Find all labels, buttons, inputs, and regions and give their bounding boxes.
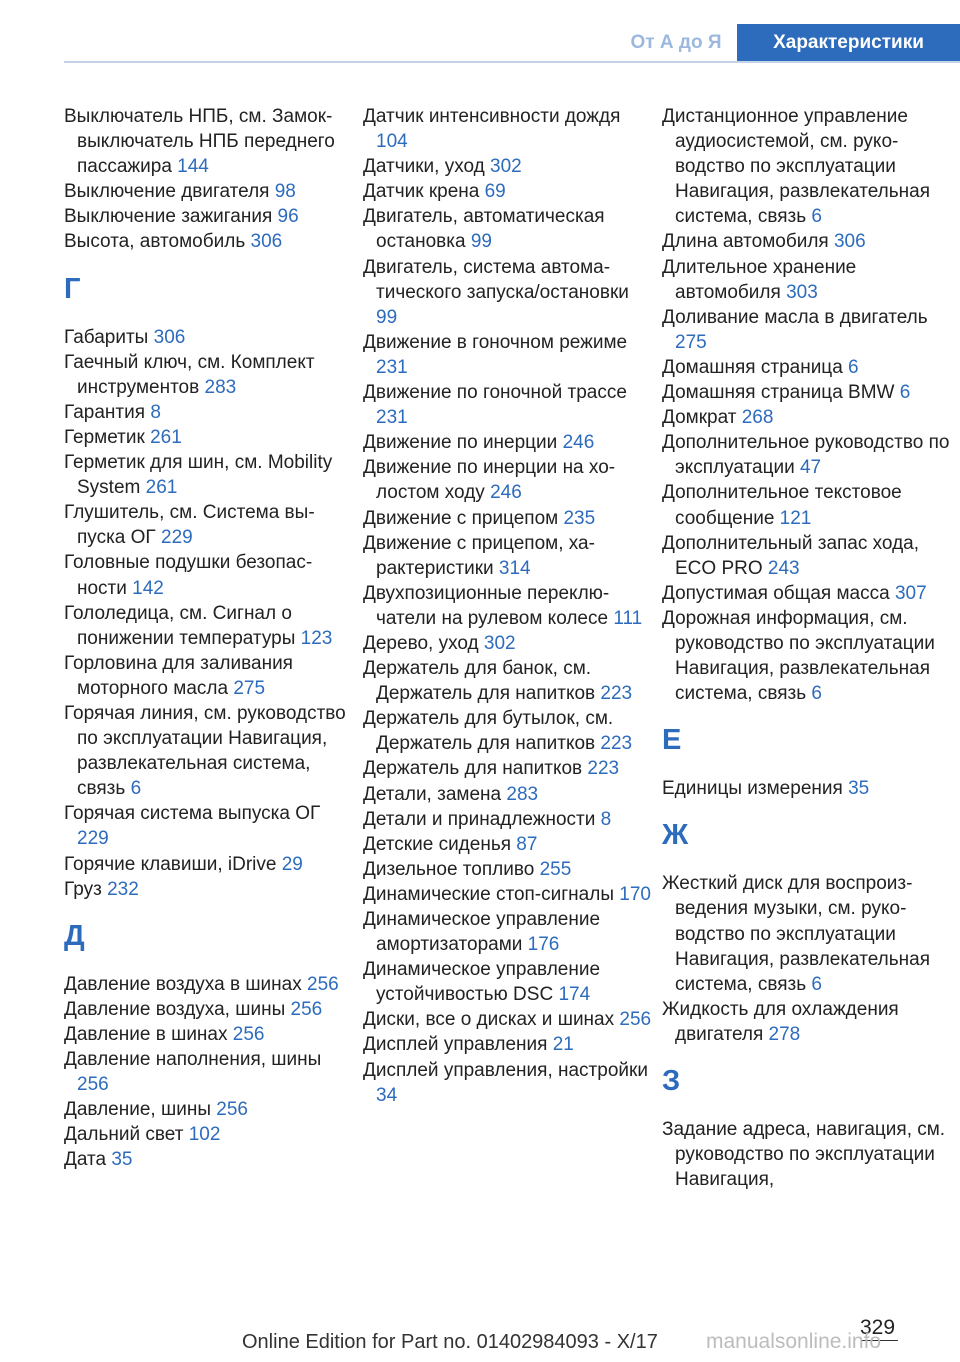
index-entry-text: Детали, замена <box>363 783 507 805</box>
index-entry-text: Гарантия <box>64 401 151 423</box>
index-entry-text: Горячая линия, см. руководство по эксплуатации Навигация, развлекательная система, связь <box>64 702 346 800</box>
index-letter-heading: Ж <box>662 819 689 852</box>
page-link[interactable]: 111 <box>613 607 643 629</box>
index-entry-text: Движение с прицепом, характеристики <box>363 532 595 579</box>
index-entry-text: Давление наполнения, шины <box>64 1049 322 1070</box>
index-column-2 <box>363 104 653 1108</box>
index-entry-text: Детали и принадлежности <box>363 808 601 830</box>
index-entry <box>363 756 653 781</box>
page-link[interactable]: 6 <box>811 683 822 705</box>
index-entry <box>662 380 958 405</box>
index-entry-text: Глушитель, см. Система выпуска ОГ <box>64 502 315 549</box>
index-entry-text: Динамическое управление амортизаторами <box>363 909 601 956</box>
header-chapter-tab[interactable]: Характеристики <box>737 24 960 62</box>
index-entry-text: Высота, автомобиль <box>64 231 251 253</box>
watermark-brand: manualsonline.info <box>706 1330 882 1353</box>
index-entry <box>64 1097 349 1122</box>
page-link[interactable]: 102 <box>188 1124 221 1146</box>
index-entry-text: Движение по инерции на холостом ходу <box>363 457 616 504</box>
index-entry-text: Движение в гоночном режиме <box>363 331 628 353</box>
index-entry-text: Двигатель, автоматическая остановка <box>363 206 605 253</box>
index-entry <box>64 325 349 350</box>
page-link[interactable]: 306 <box>833 231 866 253</box>
index-entry-text: Дизельное топливо <box>363 858 540 880</box>
page-link[interactable]: 121 <box>779 507 812 529</box>
index-entry-text: Давление, шины <box>64 1099 217 1121</box>
index-entry <box>662 581 958 606</box>
index-entry <box>64 350 349 400</box>
index-entry <box>363 957 653 1007</box>
page-link[interactable]: 278 <box>768 1023 801 1045</box>
page-link[interactable]: 229 <box>77 828 109 850</box>
index-entry <box>64 852 349 877</box>
page-link[interactable]: 144 <box>177 156 209 178</box>
page-link[interactable]: 8 <box>150 401 161 423</box>
page-link[interactable]: 96 <box>277 206 299 228</box>
page-link[interactable]: 29 <box>281 853 303 875</box>
page-link[interactable]: 306 <box>153 326 186 348</box>
index-entry-text: Давление в шинах <box>64 1023 233 1045</box>
index-entry-text: Герметик для шин, см. Mobility System <box>64 452 333 499</box>
page-link[interactable]: 6 <box>811 206 822 228</box>
index-entry <box>64 1022 349 1047</box>
index-entry <box>64 104 349 179</box>
index-entry-text: Груз <box>64 878 108 900</box>
index-entry <box>363 706 653 756</box>
index-entry-text: Гололедица, см. Сигнал о понижении температуры <box>64 602 301 649</box>
index-entry-text: Дистанционное управление аудиосистемой, см. руководство по эксплуатации Навигация, развлекательная система, связь <box>662 106 930 228</box>
page-link[interactable]: 35 <box>111 1149 133 1171</box>
page-link[interactable]: 256 <box>290 998 323 1020</box>
index-entry <box>64 400 349 425</box>
index-entry <box>363 807 653 832</box>
index-entry-text: Дополнительное руководство по эксплуатации <box>662 432 950 479</box>
index-entry <box>64 550 349 600</box>
index-entry <box>363 430 653 455</box>
page-link[interactable]: 303 <box>786 281 818 303</box>
index-entry <box>64 500 349 550</box>
index-entry <box>64 651 349 701</box>
page-link[interactable]: 170 <box>619 883 651 905</box>
index-entry <box>64 1122 349 1147</box>
page-link[interactable]: 261 <box>145 477 178 499</box>
index-entry <box>363 531 653 581</box>
index-entry <box>363 832 653 857</box>
index-entry-text: Габариты <box>64 326 154 348</box>
index-entry <box>662 229 958 254</box>
page-link[interactable]: 223 <box>600 683 633 705</box>
page-link[interactable]: 256 <box>216 1099 248 1121</box>
index-entry-text: Держатель для бутылок, см. Держатель для напитков <box>363 708 614 755</box>
index-entry-text: Жидкость для охлаждения двигателя <box>662 998 899 1045</box>
index-entry <box>662 405 958 430</box>
index-entry-text: Датчик интенсивности дождя <box>363 106 621 127</box>
index-entry-text: Длина автомобиля <box>662 231 834 253</box>
page-link[interactable]: 123 <box>300 627 333 649</box>
index-letter-heading: Г <box>64 272 81 305</box>
page-link[interactable]: 98 <box>274 181 296 203</box>
index-entry <box>662 255 958 305</box>
index-entry-text: Дата <box>64 1149 112 1171</box>
index-entry <box>662 871 958 996</box>
index-entry-text: Головные подушки безопасности <box>64 552 313 599</box>
page-link[interactable]: 243 <box>767 557 800 579</box>
index-entry <box>662 480 958 530</box>
index-entry-text: Держатель для напитков <box>363 758 588 780</box>
index-entry <box>363 907 653 957</box>
index-entry <box>363 154 653 179</box>
index-entry-text: Доливание масла в двигатель <box>662 306 928 328</box>
index-entry-text: Домкрат <box>662 407 742 429</box>
page-link[interactable]: 223 <box>600 733 633 755</box>
index-entry <box>64 450 349 500</box>
index-entry <box>363 380 653 430</box>
page-link[interactable]: 306 <box>250 231 283 253</box>
index-entry <box>363 1058 653 1108</box>
page-link[interactable]: 6 <box>899 382 911 404</box>
page-link[interactable]: 256 <box>619 1009 652 1031</box>
index-entry <box>363 255 653 330</box>
index-entry-text: Жесткий диск для воспроизведения музыки, см. руководство по эксплуатации Навигация, развлекательная система, связь <box>662 873 930 995</box>
page-link[interactable]: 302 <box>483 632 516 654</box>
index-entry <box>64 701 349 801</box>
index-entry-text: Датчик крена <box>363 181 485 203</box>
page-link[interactable]: 275 <box>233 677 266 699</box>
index-entry-text: Держатель для банок, см. Держатель для напитков <box>363 658 601 705</box>
page-link[interactable]: 174 <box>558 984 591 1006</box>
index-entry <box>363 581 653 631</box>
page-link[interactable]: 176 <box>527 934 560 956</box>
index-entry-text: Выключение двигателя <box>64 181 275 203</box>
index-entry-text: Движение по инерции <box>363 432 563 454</box>
index-entry <box>662 305 958 355</box>
index-entry <box>64 1047 349 1097</box>
index-entry-text: Движение с прицепом <box>363 507 564 529</box>
index-entry-text: Допустимая общая масса <box>662 582 895 604</box>
index-letter-heading: З <box>662 1065 681 1097</box>
index-entry-text: Динамическое управление устойчивостью DSC <box>363 959 601 1006</box>
index-entry <box>363 506 653 531</box>
index-entry <box>662 1117 958 1192</box>
index-entry-text: Гаечный ключ, см. Комплект инструментов <box>64 351 315 398</box>
page-link[interactable]: 246 <box>490 482 522 504</box>
index-entry <box>363 104 653 154</box>
index-entry-text: Дерево, уход <box>363 632 484 654</box>
page-link[interactable]: 35 <box>848 778 870 800</box>
index-entry <box>363 857 653 882</box>
page-link[interactable]: 268 <box>741 407 774 429</box>
index-entry <box>363 631 653 656</box>
page-link[interactable]: 307 <box>894 582 927 604</box>
page-link[interactable]: 235 <box>563 507 596 529</box>
index-entry-text: Динамические стоп-сигналы <box>363 883 620 905</box>
index-entry-text: Давление воздуха в шинах <box>64 973 308 995</box>
page-link[interactable]: 8 <box>600 808 612 830</box>
index-entry-text: Двухпозиционные переключатели на рулевом колесе <box>363 582 614 629</box>
index-entry-text: Дальний свет <box>64 1124 189 1146</box>
index-column-1 <box>64 104 349 1172</box>
index-entry <box>662 606 958 706</box>
index-entry <box>64 877 349 902</box>
header-section-label[interactable]: От А до Я <box>630 32 722 53</box>
index-entry-text: Домашняя страница BMW <box>662 382 900 404</box>
index-entry-text: Горячая система выпуска ОГ <box>64 803 321 825</box>
index-entry <box>64 601 349 651</box>
page-link[interactable]: 142 <box>132 577 164 599</box>
index-entry <box>363 330 653 380</box>
index-entry <box>64 997 349 1022</box>
index-entry <box>363 204 653 254</box>
index-letter-heading: Е <box>662 724 682 757</box>
index-entry-text: Единицы измерения <box>662 778 849 800</box>
index-entry <box>64 425 349 450</box>
index-entry <box>64 801 349 851</box>
index-entry <box>662 776 958 801</box>
page-link[interactable]: 231 <box>376 407 408 429</box>
index-entry <box>363 455 653 505</box>
index-entry <box>363 656 653 706</box>
index-entry-text: Длительное хранение автомобиля <box>662 256 857 303</box>
index-entry <box>64 229 349 254</box>
index-entry-text: Диски, все о дисках и шинах <box>363 1009 620 1031</box>
page-link[interactable]: 283 <box>506 783 539 805</box>
index-entry-text: Домашняя страница <box>662 356 849 378</box>
page-link[interactable]: 34 <box>376 1084 398 1106</box>
page-link[interactable]: 87 <box>516 833 538 855</box>
page-link[interactable]: 99 <box>470 231 492 253</box>
index-entry <box>64 204 349 229</box>
page-link[interactable]: 6 <box>811 973 822 995</box>
index-entry <box>64 1147 349 1172</box>
page-link[interactable]: 232 <box>107 878 139 900</box>
page-link[interactable]: 223 <box>587 758 620 780</box>
index-entry <box>662 997 958 1047</box>
page-link[interactable]: 314 <box>498 557 531 579</box>
index-entry-text: Давление воздуха, шины <box>64 998 291 1020</box>
index-entry <box>363 179 653 204</box>
index-entry-text: Двигатель, система автоматического запуска/остановки <box>363 256 629 303</box>
page-link[interactable]: 69 <box>484 181 506 203</box>
index-entry-text: Дисплей управления, настройки <box>363 1059 648 1081</box>
index-entry-text: Дисплей управления <box>363 1034 553 1056</box>
index-entry-text: Дорожная информация, см. руководство по эксплуатации Навигация, развлекательная система, связь <box>662 607 935 705</box>
page-number: 329 <box>860 1316 896 1339</box>
index-letter-heading: Д <box>64 919 85 952</box>
page-link[interactable]: 256 <box>307 973 339 995</box>
index-entry <box>64 179 349 204</box>
index-entry-text: Горловина для заливания моторного масла <box>64 652 293 699</box>
page-link[interactable]: 104 <box>376 131 408 153</box>
page-link[interactable]: 302 <box>490 156 522 178</box>
index-entry-text: Дополнительное текстовое сообщение <box>662 482 902 529</box>
index-entry <box>662 104 958 229</box>
page-link[interactable]: 6 <box>130 778 142 800</box>
index-entry <box>64 972 349 997</box>
index-entry <box>363 782 653 807</box>
index-entry-text: Выключатель НПБ, см. Замок-выключатель НПБ переднего пассажира <box>64 106 335 178</box>
index-entry-text: Движение по гоночной трассе <box>363 382 627 404</box>
page-link[interactable]: 47 <box>799 457 822 479</box>
index-entry-text: Герметик <box>64 426 151 448</box>
page-link[interactable]: 256 <box>77 1074 109 1096</box>
page-link[interactable]: 229 <box>161 527 193 549</box>
index-entry-text: Выключение зажигания <box>64 206 278 228</box>
index-entry-text: Детские сиденья <box>363 833 517 855</box>
page-link[interactable]: 99 <box>376 306 398 328</box>
index-entry <box>662 531 958 581</box>
page-link[interactable]: 261 <box>150 426 182 448</box>
page-link[interactable]: 246 <box>562 432 595 454</box>
page-link[interactable]: 6 <box>848 356 859 378</box>
index-entry <box>662 430 958 480</box>
index-entry <box>363 1007 653 1032</box>
page-link[interactable]: 255 <box>539 858 572 880</box>
edition-note: Online Edition for Part no. 01402984093 - X/17 <box>242 1331 658 1353</box>
index-entry-text: Датчики, уход <box>363 156 491 178</box>
index-entry-text: Дополнительный запас хода, ECO PRO <box>662 532 920 579</box>
index-entry-text: Горячие клавиши, iDrive <box>64 853 282 875</box>
page-link[interactable]: 256 <box>232 1023 265 1045</box>
index-entry-text: Задание адреса, навигация, см. руководство по эксплуатации Навигация, <box>662 1119 946 1191</box>
index-entry <box>662 355 958 380</box>
page-link[interactable]: 275 <box>675 331 707 353</box>
index-column-3 <box>662 104 958 1192</box>
page-link[interactable]: 21 <box>552 1034 574 1056</box>
page-header <box>615 24 960 62</box>
page-link[interactable]: 283 <box>204 376 237 398</box>
header-divider <box>64 61 960 63</box>
index-entry <box>363 882 653 907</box>
page-link[interactable]: 231 <box>376 356 408 378</box>
index-entry <box>363 1032 653 1057</box>
